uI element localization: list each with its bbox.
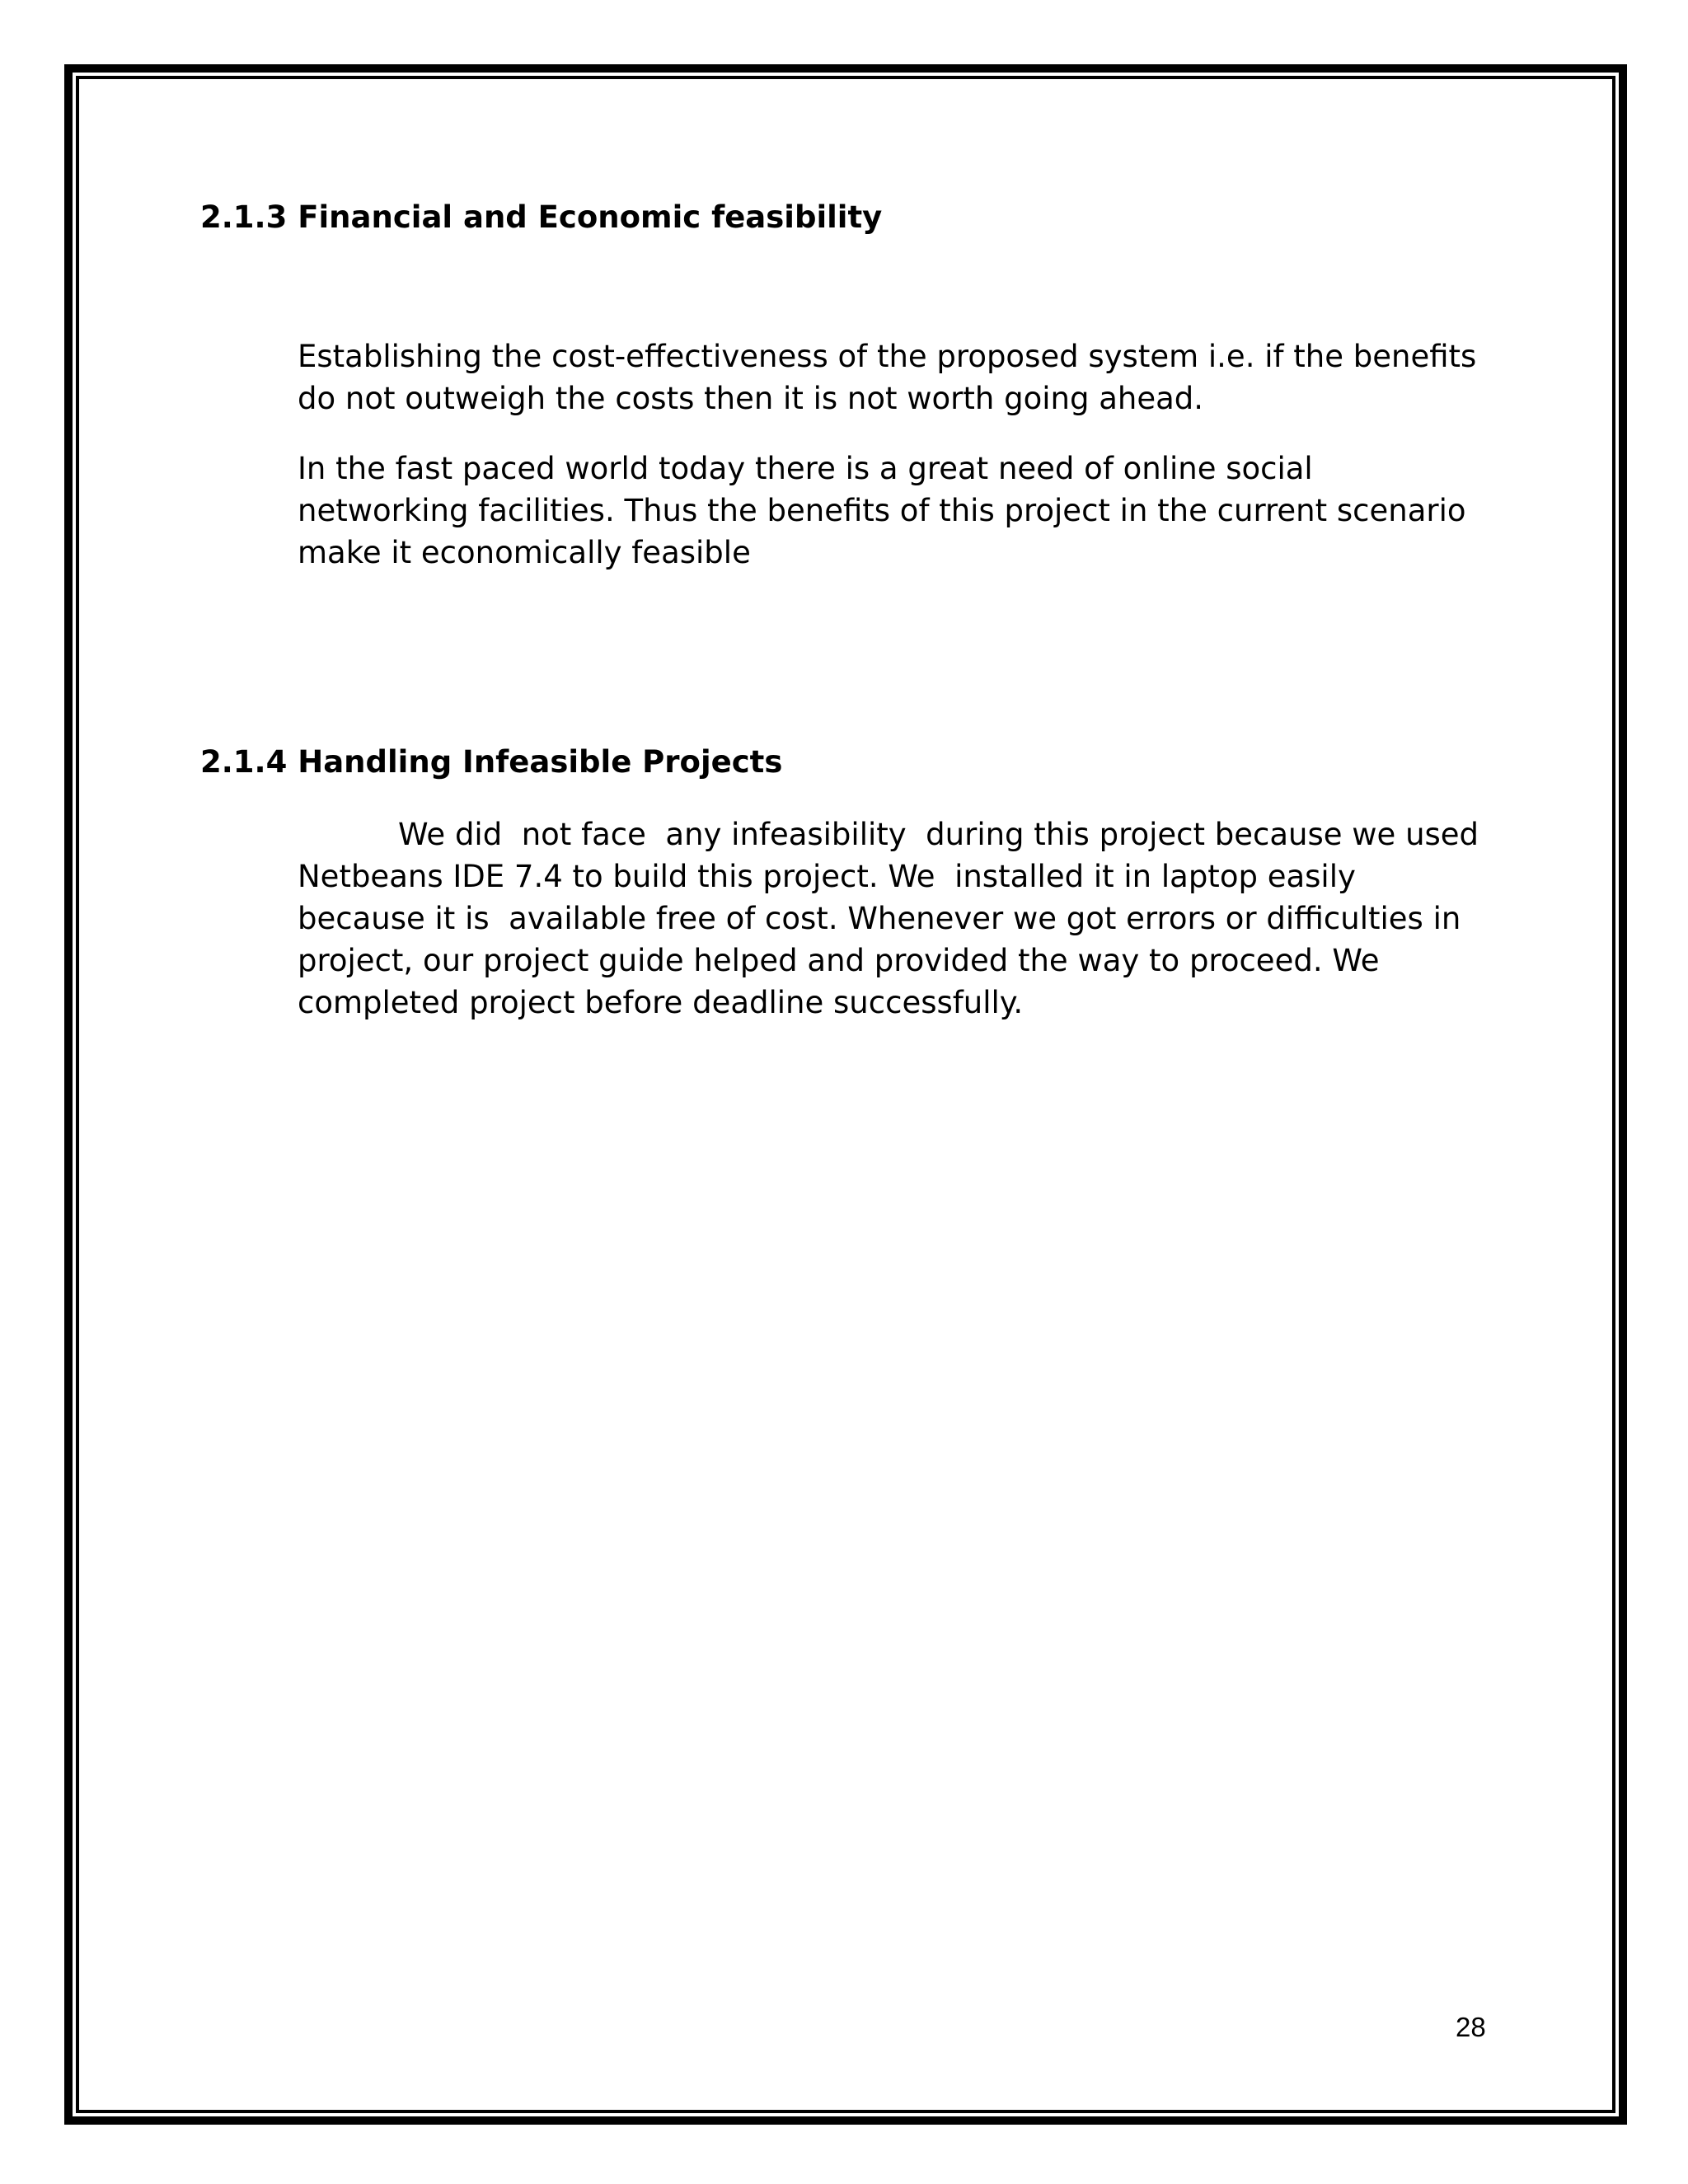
text-line: project, our project guide helped and provided the way to proceed. We [298, 943, 1380, 978]
paragraph-cost-effectiveness [298, 335, 1501, 419]
text-line: Netbeans IDE 7.4 to build this project. We installed it in laptop easily [298, 859, 1356, 894]
text-line: We did not face any infeasibility during this project because we used [398, 817, 1479, 852]
text-line: Establishing the cost-effectiveness of the proposed system i.e. if the benefits [298, 339, 1477, 374]
text-line: do not outweigh the costs then it is not worth going ahead. [298, 381, 1204, 416]
section-heading-financial-feasibility: 2.1.3 Financial and Economic feasibility [200, 199, 883, 235]
text-line: networking facilities. Thus the benefits of this project in the current scenario [298, 493, 1466, 528]
section-heading-infeasible-projects: 2.1.4 Handling Infeasible Projects [200, 744, 783, 780]
text-line: because it is available free of cost. Whenever we got errors or difficulties in [298, 901, 1461, 936]
text-line: make it economically feasible [298, 535, 751, 570]
paragraph-infeasibility [298, 813, 1501, 1024]
paragraph-economic-benefits [298, 448, 1501, 574]
text-line: completed project before deadline successfully. [298, 985, 1024, 1020]
page-number: 28 [1456, 2012, 1486, 2042]
text-line: In the fast paced world today there is a great need of online social [298, 451, 1313, 486]
